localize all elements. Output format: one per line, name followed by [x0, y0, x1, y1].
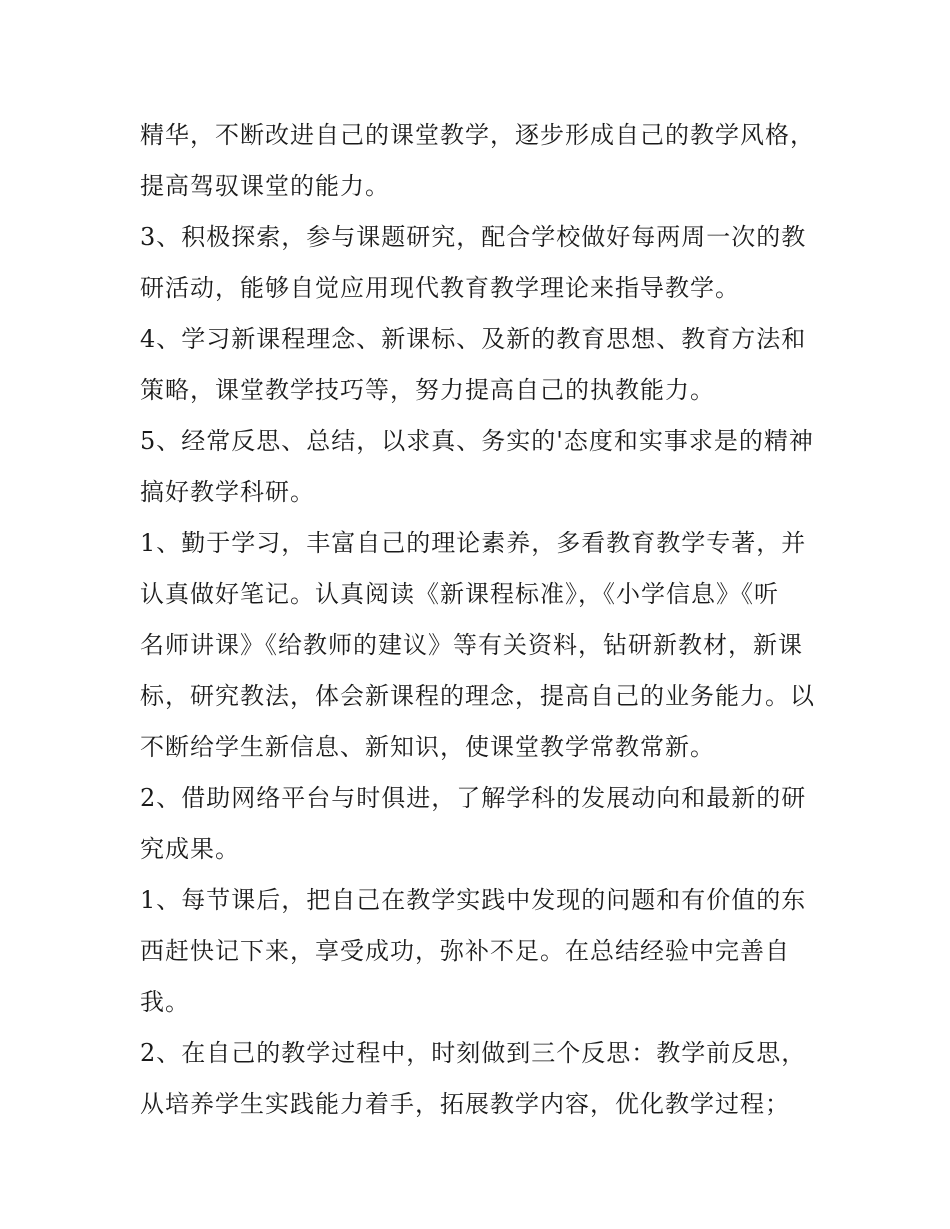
text-line: 提高驾驭课堂的能力。	[140, 172, 390, 200]
text-line: 1、每节课后，把自己在教学实践中发现的问题和有价值的东	[140, 886, 807, 914]
text-line: 不断给学生新信息、新知识，使课堂教学常教常新。	[140, 733, 715, 761]
paragraph-item-2-process	[140, 1028, 840, 1130]
text-line: 2、在自己的教学过程中，时刻做到三个反思：教学前反思，	[140, 1039, 807, 1067]
text-line: 名师讲课》《给教师的建议》等有关资料，钻研新教材，新课	[140, 631, 803, 659]
text-line: 从培养学生实践能力着手，拓展教学内容，优化教学过程；	[140, 1090, 790, 1118]
text-line: 2、借助网络平台与时俱进，了解学科的发展动向和最新的研	[140, 784, 807, 812]
text-line: 策略，课堂教学技巧等，努力提高自己的执教能力。	[140, 376, 715, 404]
text-line: 1、勤于学习，丰富自己的理论素养，多看教育教学专著，并	[140, 529, 807, 557]
text-line: 认真做好笔记。认真阅读《新课程标准》，《小学信息》《听	[140, 580, 779, 608]
text-line: 究成果。	[140, 835, 240, 863]
paragraph-item-1-study	[140, 518, 840, 773]
text-line: 西赶快记下来，享受成功，弥补不足。在总结经验中完善自	[140, 937, 790, 965]
text-line: 5、经常反思、总结，以求真、务实的'态度和实事求是的精神	[140, 427, 814, 455]
text-line: 3、积极探索，参与课题研究，配合学校做好每两周一次的教	[140, 223, 807, 251]
paragraph-item-2-network	[140, 773, 840, 875]
text-line: 我。	[140, 988, 190, 1016]
paragraph-item-3-research	[140, 212, 840, 314]
document-body	[140, 110, 840, 1130]
paragraph-item-5-reflection	[140, 416, 840, 518]
paragraph-item-4-curriculum	[140, 314, 840, 416]
text-line: 4、学习新课程理念、新课标、及新的教育思想、教育方法和	[140, 325, 807, 353]
text-line: 精华，不断改进自己的课堂教学，逐步形成自己的教学风格，	[140, 121, 815, 149]
text-line: 研活动，能够自觉应用现代教育教学理论来指导教学。	[140, 274, 740, 302]
paragraph-item-1-after-class	[140, 875, 840, 1028]
text-line: 标，研究教法，体会新课程的理念，提高自己的业务能力。以	[140, 682, 815, 710]
paragraph-teaching-style	[140, 110, 840, 212]
text-line: 搞好教学科研。	[140, 478, 315, 506]
